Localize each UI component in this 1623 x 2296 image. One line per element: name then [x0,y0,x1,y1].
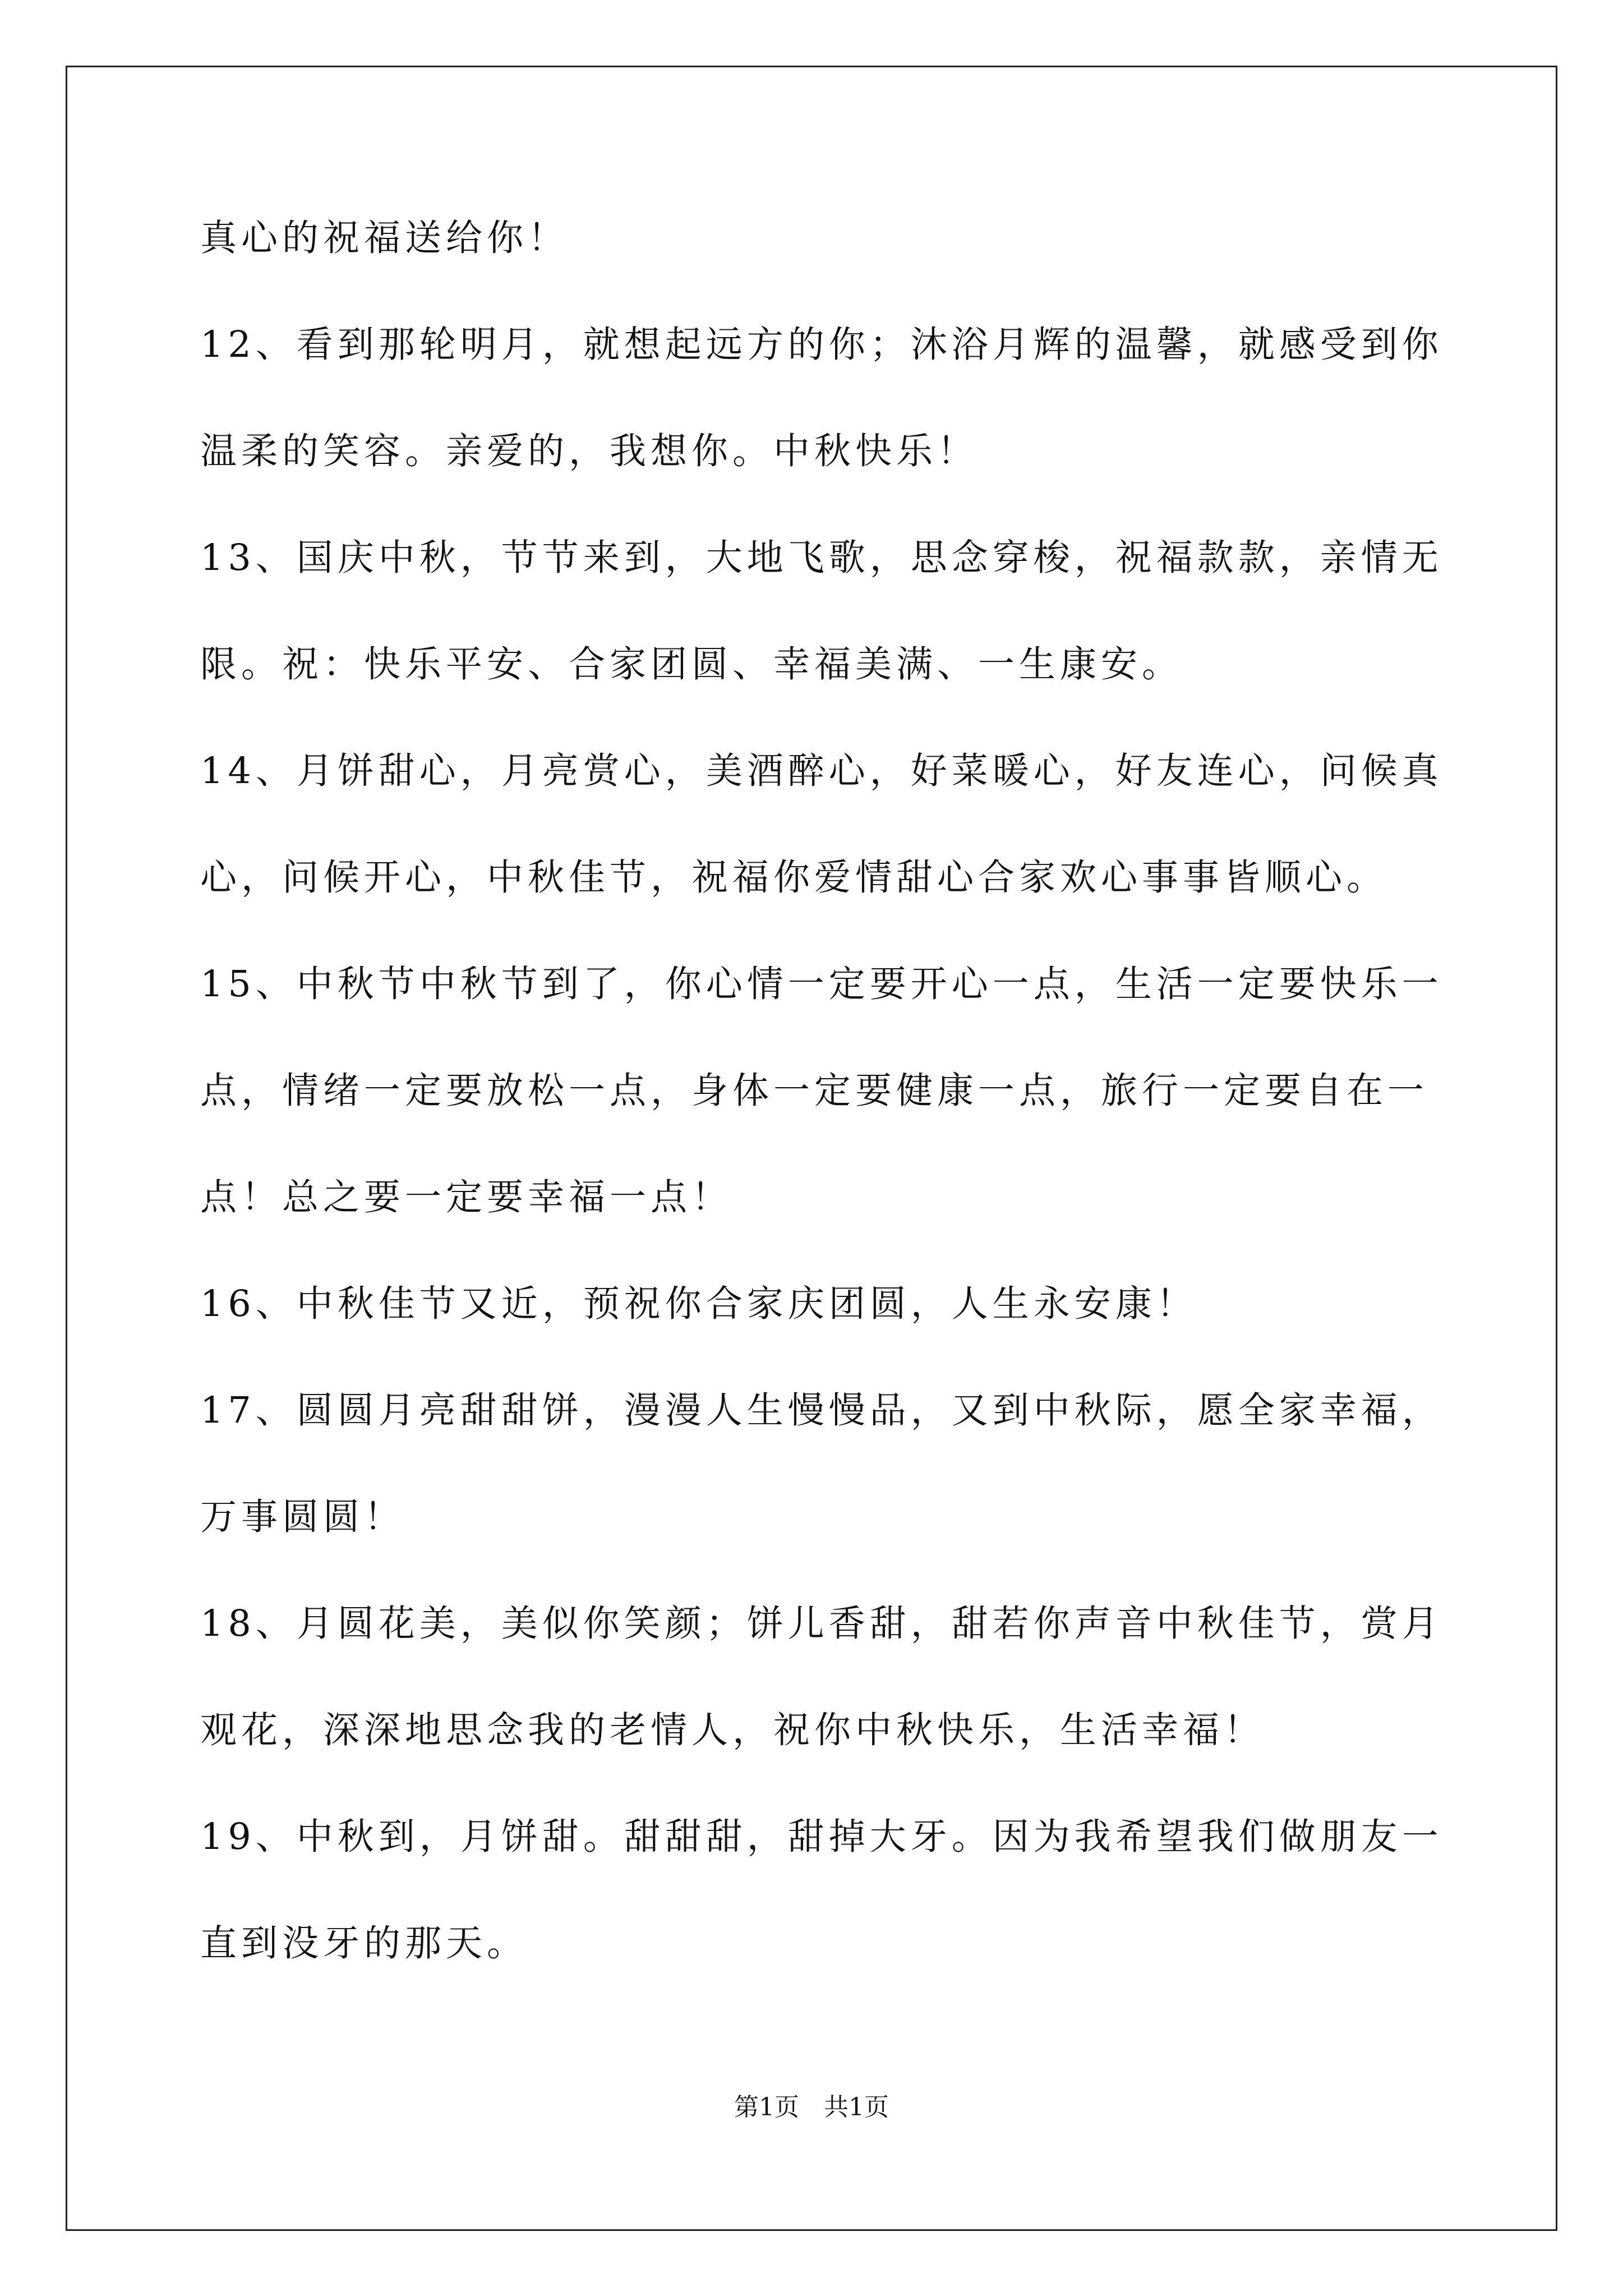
text-line: 直到没牙的那天。 [200,1922,528,1964]
page-number: 第1页 [734,2093,799,2122]
page-footer [0,2087,1623,2123]
text-line: 万事圆圆！ [200,1496,405,1538]
text-line: 点，情绪一定要放松一点，身体一定要健康一点，旅行一定要自在一 [200,1070,1429,1112]
text-line: 观花，深深地思念我的老情人，祝你中秋快乐，生活幸福！ [200,1709,1265,1751]
text-line: 19、中秋到，月饼甜。甜甜甜，甜掉大牙。因为我希望我们做朋友一 [200,1816,1443,1858]
text-line: 点！总之要一定要幸福一点！ [200,1176,733,1218]
text-line: 18、月圆花美，美似你笑颜；饼儿香甜，甜若你声音中秋佳节，赏月 [200,1603,1443,1645]
text-line: 12、看到那轮明月，就想起远方的你；沐浴月辉的温馨，就感受到你 [200,324,1443,366]
text-line: 17、圆圆月亮甜甜饼，漫漫人生慢慢品，又到中秋际，愿全家幸福， [200,1389,1443,1432]
text-line: 14、月饼甜心，月亮赏心，美酒醉心，好菜暖心，好友连心，问候真 [200,750,1443,792]
text-line: 温柔的笑容。亲爱的，我想你。中秋快乐！ [200,430,979,472]
document-body [200,217,1443,2032]
page-total: 共1页 [824,2093,889,2122]
text-line: 15、中秋节中秋节到了，你心情一定要开心一点，生活一定要快乐一 [200,963,1443,1005]
text-line: 真心的祝福送给你！ [200,217,569,259]
text-line: 13、国庆中秋，节节来到，大地飞歌，思念穿梭，祝福款款，亲情无 [200,537,1443,579]
text-line: 心，问候开心，中秋佳节，祝福你爱情甜心合家欢心事事皆顺心。 [200,857,1388,899]
text-line: 限。祝：快乐平安、合家团圆、幸福美满、一生康安。 [200,643,1183,685]
text-line: 16、中秋佳节又近，预祝你合家庆团圆，人生永安康！ [200,1283,1197,1325]
